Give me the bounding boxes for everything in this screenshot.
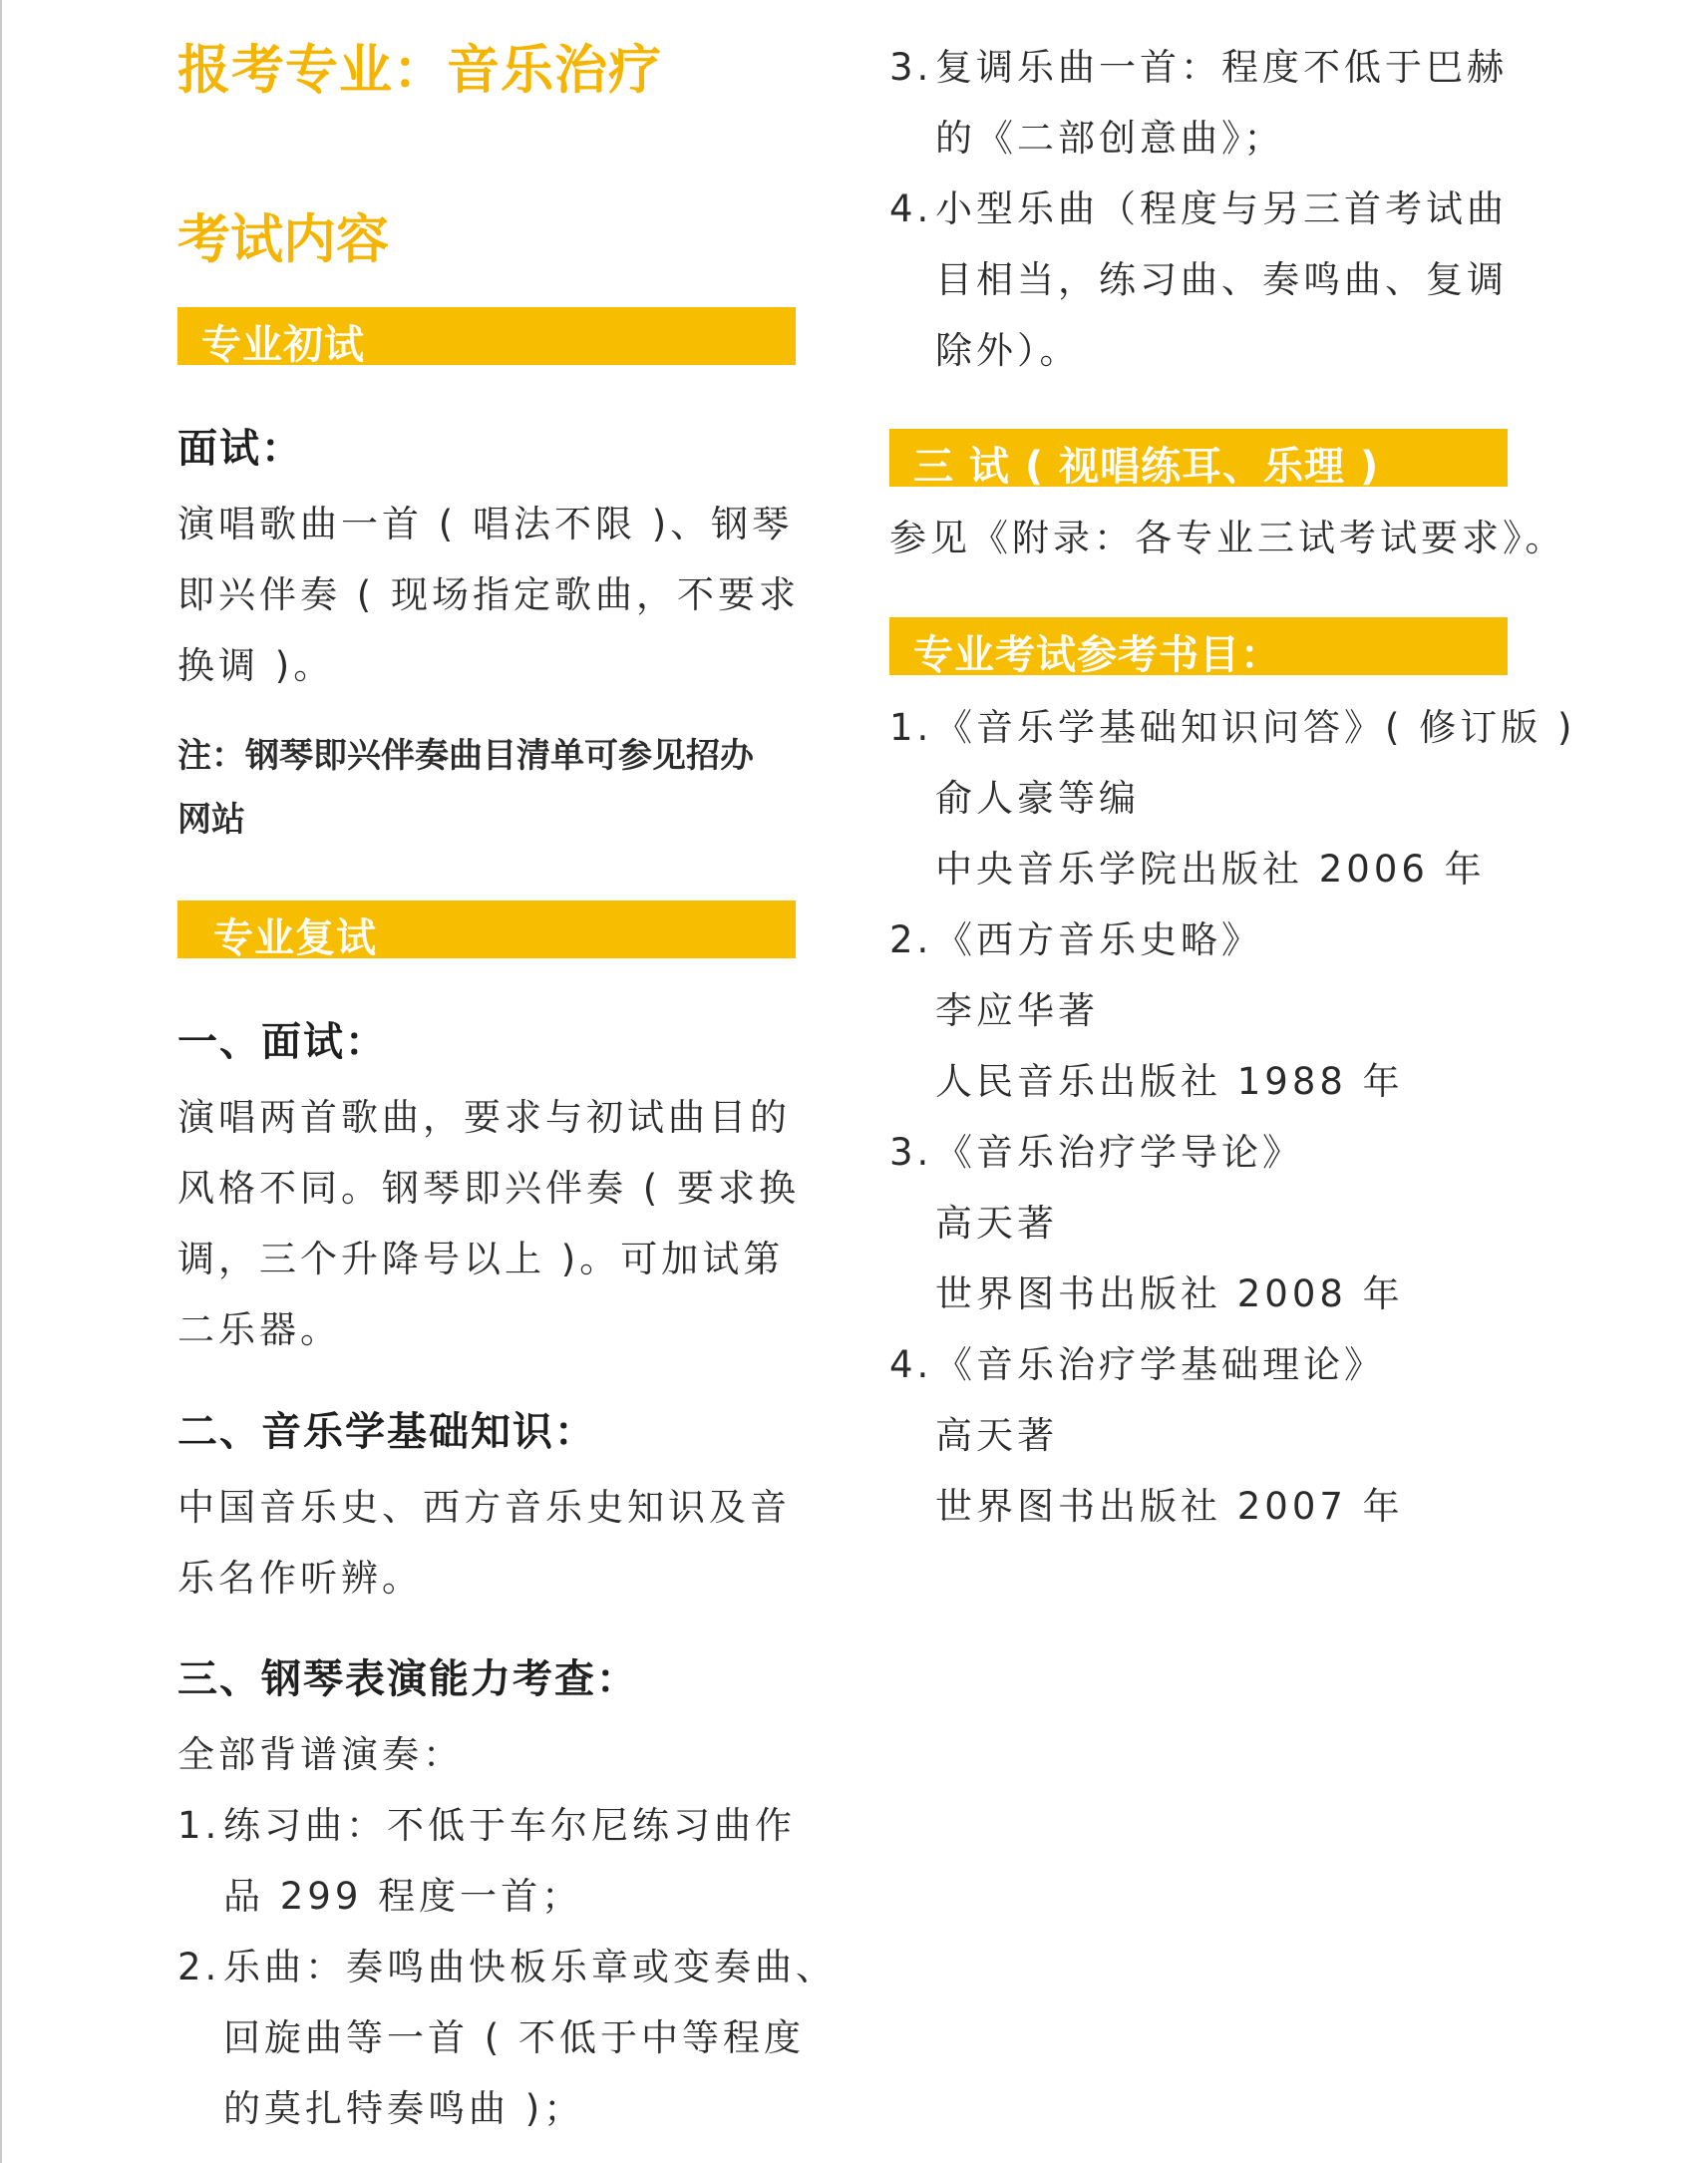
- music-basics-line: 乐名作听辨。: [177, 1557, 423, 1600]
- book-item: [889, 692, 1575, 904]
- interview-line: 换调 )。: [177, 644, 335, 687]
- heading-interview-retest: 一、面试：: [177, 1019, 387, 1065]
- piano-item-number: 2.: [177, 1946, 221, 1988]
- book-title: 《西方音乐史略》: [935, 918, 1262, 961]
- piano-item: [177, 1790, 837, 1932]
- piano-item: [889, 174, 1508, 386]
- book-publisher: 世界图书出版社 2008 年: [935, 1272, 1404, 1315]
- piano-item-line: 除外）。: [935, 329, 1081, 372]
- interview-line: 演唱歌曲一首 ( 唱法不限 )、钢琴: [177, 503, 794, 545]
- piano-item-line: 小型乐曲（程度与另三首考试曲: [935, 187, 1508, 230]
- book-title: 《音乐学基础知识问答》( 修订版 ): [935, 706, 1576, 749]
- bar-third-exam-label: 三 试 ( 视唱练耳、乐理 ): [913, 444, 1380, 490]
- heading-interview: 面试：: [177, 426, 303, 472]
- note-line: 注：钢琴即兴伴奏曲目清单可参见招办: [177, 736, 754, 776]
- book-author: 高天著: [935, 1414, 1058, 1457]
- section-title-exam-content: 考试内容: [177, 209, 389, 270]
- retest-interview-line: 演唱两首歌曲，要求与初试曲目的: [177, 1096, 791, 1139]
- bar-reference-books: [889, 617, 1508, 678]
- book-number: 1.: [889, 706, 933, 749]
- note-piano-list: [177, 724, 754, 852]
- interview-line: 即兴伴奏 ( 现场指定歌曲，不要求: [177, 573, 800, 616]
- piano-item-line: 目相当，练习曲、奏鸣曲、复调: [935, 258, 1508, 301]
- bar-preliminary-exam-label: 专业初试: [201, 322, 365, 368]
- piano-item-line: 回旋曲等一首 ( 不低于中等程度: [223, 2016, 805, 2059]
- third-exam-text: 参见《附录：各专业三试考试要求》。: [889, 517, 1566, 559]
- piano-item-line: 复调乐曲一首：程度不低于巴赫: [935, 46, 1508, 89]
- page-title: 报考专业：音乐治疗: [177, 40, 662, 101]
- book-publisher: 中央音乐学院出版社 2006 年: [935, 848, 1486, 891]
- book-number: 2.: [889, 918, 933, 961]
- music-basics-line: 中国音乐史、西方音乐史知识及音: [177, 1486, 791, 1529]
- bar-retest-label: 专业复试: [213, 915, 377, 961]
- book-item: [889, 1329, 1575, 1542]
- piano-item-number: 1.: [177, 1804, 221, 1847]
- reference-books-list: [889, 692, 1575, 1542]
- heading-music-basics: 二、音乐学基础知识：: [177, 1409, 596, 1455]
- bar-preliminary-exam: [177, 307, 796, 368]
- interview-text: [177, 489, 800, 701]
- piano-item-line: 品 299 程度一首；: [223, 1875, 583, 1918]
- retest-interview-line: 风格不同。钢琴即兴伴奏 ( 要求换: [177, 1167, 800, 1210]
- piano-item: [177, 1932, 837, 2144]
- retest-interview-line: 二乐器。: [177, 1308, 341, 1351]
- piano-item-number: 3.: [889, 46, 933, 89]
- page-edge-line: [0, 0, 2, 2163]
- book-author: 高天著: [935, 1202, 1058, 1245]
- book-number: 3.: [889, 1131, 933, 1174]
- piano-item-line: 练习曲：不低于车尔尼练习曲作: [223, 1804, 796, 1847]
- piano-items-continued: [889, 32, 1508, 386]
- music-basics-text: [177, 1472, 791, 1614]
- piano-item-line: 的莫扎特奏鸣曲 )；: [223, 2087, 585, 2130]
- retest-interview-text: [177, 1082, 800, 1365]
- piano-item: [889, 32, 1508, 174]
- heading-piano-performance: 三、钢琴表演能力考查：: [177, 1656, 638, 1702]
- piano-intro: 全部背谱演奏：: [177, 1733, 464, 1776]
- note-line: 网站: [177, 800, 245, 840]
- bar-third-exam: [889, 429, 1508, 490]
- bar-retest: [177, 901, 796, 961]
- book-author: 俞人豪等编: [935, 777, 1140, 820]
- book-number: 4.: [889, 1343, 933, 1386]
- retest-interview-line: 调，三个升降号以上 )。可加试第: [177, 1238, 785, 1280]
- book-title: 《音乐治疗学基础理论》: [935, 1343, 1385, 1386]
- book-item: [889, 1117, 1575, 1329]
- piano-item-number: 4.: [889, 187, 933, 230]
- book-author: 李应华著: [935, 989, 1099, 1032]
- book-publisher: 人民音乐出版社 1988 年: [935, 1060, 1404, 1103]
- book-item: [889, 904, 1575, 1117]
- bar-reference-books-label: 专业考试参考书目：: [913, 632, 1281, 678]
- piano-performance-text: [177, 1719, 837, 2144]
- book-title: 《音乐治疗学导论》: [935, 1131, 1303, 1174]
- piano-item-line: 的《二部创意曲》；: [935, 117, 1285, 160]
- piano-item-line: 乐曲：奏鸣曲快板乐章或变奏曲、: [223, 1946, 837, 1988]
- book-publisher: 世界图书出版社 2007 年: [935, 1485, 1404, 1528]
